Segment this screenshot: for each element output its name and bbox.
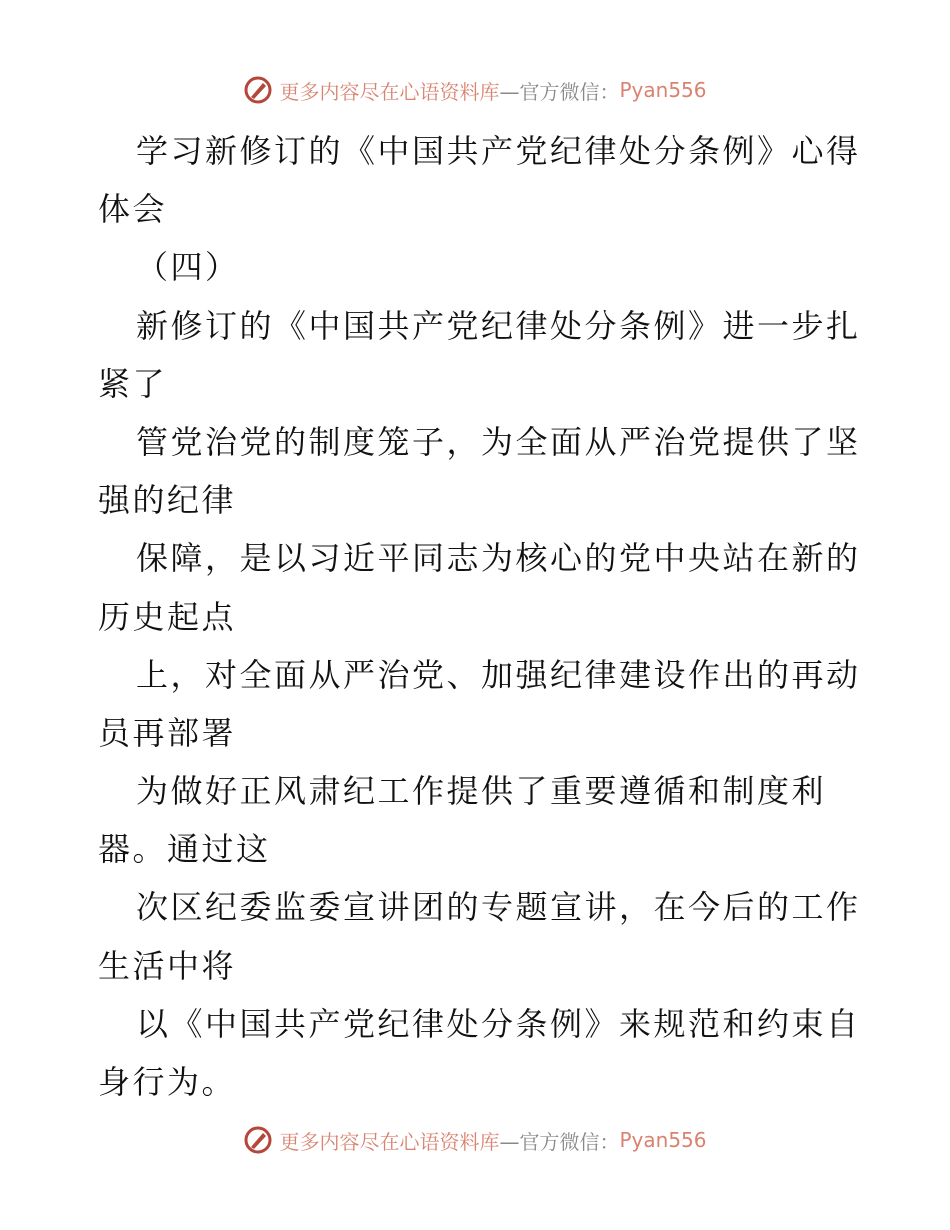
pen-logo-icon (243, 75, 273, 105)
text-line: 管党治党的制度笼子，为全面从严治党提供了坚 (136, 422, 861, 461)
document-body (98, 122, 861, 1111)
banner-separator: —官方微信： (499, 79, 620, 104)
text-line: 强的纪律 (98, 481, 237, 520)
text-line: 历史起点 (98, 597, 237, 636)
text-line: 为做好正风肃纪工作提供了重要遵循和制度利 (136, 772, 827, 811)
pen-logo-icon (243, 1125, 273, 1155)
text-line: 上，对全面从严治党、加强纪律建设作出的再动 (136, 655, 861, 694)
text-line: 生活中将 (98, 946, 237, 985)
text-line: 紧了 (98, 364, 168, 403)
text-line: 次区纪委监委宣讲团的专题宣讲，在今后的工作 (136, 888, 861, 927)
text-line: 学习新修订的《中国共产党纪律处分条例》心得 (136, 132, 861, 170)
banner-wechat: Pyan556 (619, 1128, 707, 1152)
text-line: 器。通过这 (98, 830, 271, 869)
text-line: 新修订的《中国共产党纪律处分条例》进一步扎 (136, 306, 861, 345)
text-line: 体会 (98, 190, 168, 229)
text-line: 以《中国共产党纪律处分条例》来规范和约束自 (136, 1004, 861, 1043)
text-line: 保障，是以习近平同志为核心的党中央站在新的 (136, 539, 861, 578)
text-line: 员再部署 (98, 713, 237, 752)
text-line: 身行为。 (98, 1063, 237, 1101)
banner-brand: 更多内容尽在心语资料库 (279, 79, 500, 104)
banner-wechat: Pyan556 (619, 78, 707, 102)
footer-banner (0, 1122, 950, 1158)
text-line: （四） (136, 248, 240, 287)
banner-brand: 更多内容尽在心语资料库 (279, 1129, 500, 1154)
header-banner (0, 72, 950, 108)
banner-separator: —官方微信： (499, 1129, 620, 1154)
